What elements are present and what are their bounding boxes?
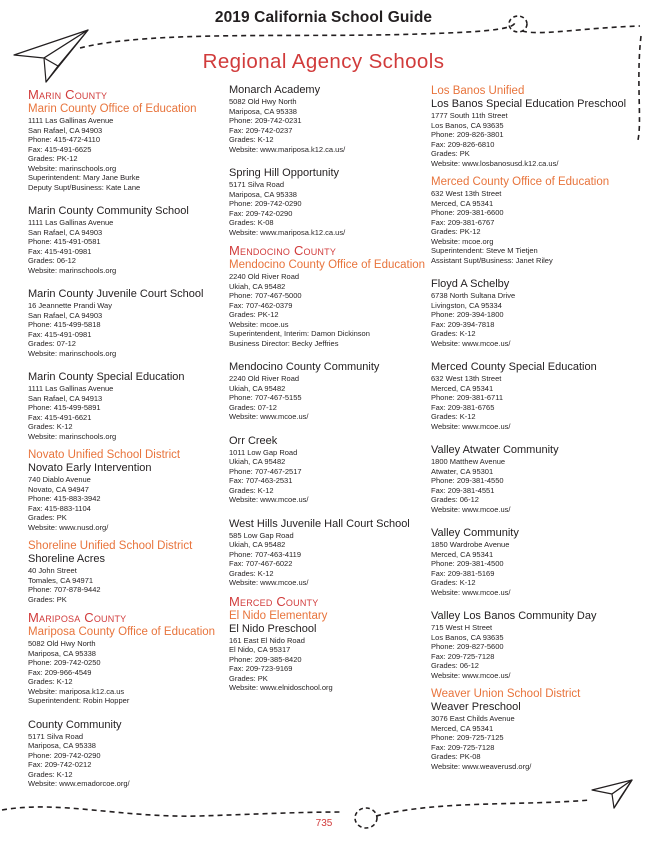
school-detail-line: Website: www.mcoe.us/ [431, 338, 511, 348]
school-name: Los Banos Special Education Preschool [431, 98, 627, 110]
school-detail-line: Fax: 209-742-0237 [229, 125, 293, 135]
school-detail-line: 1850 Wardrobe Avenue [431, 540, 510, 549]
school-detail-line: 2240 Old River Road [229, 374, 300, 383]
district-heading: Marin County Office of Education [28, 103, 197, 115]
school-detail-line: San Rafael, CA 94903 [28, 227, 103, 237]
school-detail-line: Superintendent, Interim: Damon Dickinson [229, 329, 370, 338]
district-heading: Mariposa County Office of Education [28, 626, 216, 638]
school-detail-line: San Rafael, CA 94903 [28, 310, 103, 320]
county-heading: Marin County [28, 87, 108, 102]
district-heading: Merced County Office of Education [431, 176, 610, 188]
school-detail-line: Phone: 209-826-3801 [431, 130, 504, 139]
school-detail-line: Phone: 209-381-4500 [431, 559, 504, 568]
school-detail-line: Grades: K-12 [229, 485, 274, 495]
school-detail-line: Los Banos, CA 93635 [431, 120, 504, 130]
school-detail-line: Merced, CA 95341 [431, 549, 494, 559]
school-entry [229, 623, 425, 693]
school-name: Mendocino County Community [229, 361, 380, 373]
school-detail-line: Atwater, CA 95301 [431, 466, 494, 476]
school-name: Weaver Preschool [431, 701, 521, 713]
school-name: County Community [28, 718, 122, 731]
section-title: Regional Agency Schools [202, 50, 445, 73]
school-detail-line: 5082 Old Hwy North [28, 639, 96, 648]
school-detail-line: 5082 Old Hwy North [229, 97, 297, 106]
school-detail-line: Grades: 06-12 [28, 256, 76, 265]
school-detail-line: 6738 North Sultana Drive [431, 291, 516, 300]
school-entry [229, 518, 425, 588]
school-detail-line: 1777 South 11th Street [431, 111, 508, 120]
school-detail-line: Ukiah, CA 95482 [229, 457, 286, 466]
school-detail-line: Website: www.emadorcoe.org/ [28, 779, 130, 788]
school-name: Spring Hill Opportunity [229, 167, 340, 179]
school-detail-line: Website: mcoe.us [229, 319, 289, 329]
school-detail-line: 740 Diablo Avenue [28, 475, 91, 484]
school-entry [229, 167, 425, 237]
school-detail-line: Website: www.nusd.org/ [28, 522, 109, 532]
school-name: Marin County Special Education [28, 371, 185, 383]
school-detail-line: San Rafael, CA 94903 [28, 125, 103, 135]
school-entry [431, 98, 631, 168]
school-detail-line: Grades: 07-12 [28, 339, 76, 348]
school-entry [431, 610, 631, 680]
school-entry [431, 189, 631, 265]
school-detail-line: Grades: K-12 [229, 568, 274, 578]
school-detail-line: Website: www.mcoe.us/ [431, 587, 511, 597]
school-detail-line: Phone: 209-725-7125 [431, 733, 504, 742]
school-detail-line: Phone: 209-394-1800 [431, 310, 504, 319]
column-3 [431, 84, 631, 778]
school-detail-line: 715 West H Street [431, 623, 493, 632]
school-detail-line: Phone: 707-467-2517 [229, 466, 302, 476]
school-name: Marin County Community School [28, 205, 189, 217]
district-heading: Shoreline Unified School District [28, 540, 193, 552]
school-detail-line: Fax: 209-725-7128 [431, 742, 495, 752]
school-detail-line: El Nido, CA 95317 [229, 645, 291, 654]
school-detail-line: Fax: 707-462-0379 [229, 300, 293, 310]
school-detail-line: Website: mcoe.org [431, 236, 494, 246]
school-detail-line: Mariposa, CA 95338 [229, 106, 297, 116]
school-detail-line: Website: www.mariposa.k12.ca.us/ [229, 227, 346, 237]
school-entry [431, 444, 631, 514]
school-detail-line: Fax: 209-381-6767 [431, 217, 495, 227]
school-detail-line: Ukiah, CA 95482 [229, 383, 286, 393]
school-detail-line: 16 Jeannette Prandi Way [28, 301, 112, 310]
school-detail-line: Tomales, CA 94971 [28, 575, 94, 585]
county-heading: Mendocino County [229, 243, 337, 258]
school-detail-line: Phone: 209-385-8420 [229, 654, 302, 664]
school-detail-line: Website: mariposa.k12.ca.us [28, 686, 125, 696]
school-detail-line: Merced, CA 95341 [431, 723, 494, 733]
school-detail-line: Deputy Supt/Business: Kate Lane [28, 182, 141, 192]
school-detail-line: Fax: 415-491-6621 [28, 412, 92, 422]
school-entry [431, 361, 631, 431]
school-detail-line: Fax: 415-491-0981 [28, 246, 92, 256]
school-detail-line: Website: www.mcoe.us/ [229, 412, 309, 421]
school-detail-line: 40 John Street [28, 566, 77, 575]
school-detail-line: Website: www.mcoe.us/ [229, 495, 309, 504]
school-detail-line: Phone: 707-467-5000 [229, 291, 302, 300]
school-detail-line: Business Director: Becky Jeffries [229, 338, 339, 348]
school-name: West Hills Juvenile Hall Court School [229, 517, 410, 530]
school-detail-line: Phone: 209-742-0290 [28, 750, 101, 760]
school-name: Orr Creek [229, 434, 278, 447]
school-detail-line: Livingston, CA 95334 [431, 300, 502, 310]
school-detail-line: Fax: 707-463-2531 [229, 476, 293, 485]
school-detail-line: Phone: 415-472-4110 [28, 135, 101, 144]
school-detail-line: 1111 Las Gallinas Avenue [28, 116, 114, 125]
school-detail-line: Fax: 707-467-6022 [229, 559, 293, 568]
school-detail-line: Phone: 415-499-5891 [28, 403, 101, 412]
school-entry [28, 462, 223, 532]
school-detail-line: San Rafael, CA 94913 [28, 393, 103, 403]
school-name: Shoreline Acres [28, 553, 106, 565]
school-entry [28, 639, 223, 706]
school-detail-line: Fax: 415-491-0981 [28, 329, 92, 339]
school-detail-line: Grades: 06-12 [431, 495, 479, 504]
school-detail-line: Grades: PK [431, 149, 470, 158]
school-name: Floyd A Schelby [431, 278, 510, 290]
school-detail-line: Fax: 209-742-0212 [28, 760, 92, 769]
school-detail-line: Grades: 06-12 [431, 661, 479, 670]
school-entry [28, 719, 223, 789]
county-heading: Merced County [229, 593, 319, 609]
school-detail-line: Website: www.losbanosusd.k12.ca.us/ [431, 158, 559, 168]
school-detail-line: Grades: K-12 [229, 135, 274, 144]
school-detail-line: Grades: K-12 [28, 677, 73, 686]
school-detail-line: Grades: K-12 [431, 578, 476, 587]
school-name: El Nido Preschool [229, 622, 317, 635]
school-entry [229, 272, 425, 348]
school-detail-line: Mariposa, CA 95338 [28, 648, 96, 658]
school-detail-line: Website: marinschools.org [28, 348, 117, 358]
page-number: 735 [315, 818, 333, 829]
school-detail-line: Mariposa, CA 95338 [28, 741, 96, 750]
school-entry [431, 527, 631, 597]
school-detail-line: Fax: 209-723-9169 [229, 664, 293, 673]
school-detail-line: 161 East El Nido Road [229, 635, 305, 645]
school-detail-line: Phone: 209-742-0290 [229, 199, 302, 208]
school-detail-line: 1111 Las Gallinas Avenue [28, 384, 114, 393]
school-detail-line: 1111 Las Gallinas Avenue [28, 218, 114, 227]
school-detail-line: Website: www.mariposa.k12.ca.us/ [229, 144, 346, 154]
school-detail-line: Novato, CA 94947 [28, 484, 89, 494]
school-detail-line: Website: www.elnidoschool.org [229, 683, 333, 692]
school-detail-line: Website: www.mcoe.us/ [431, 670, 511, 680]
district-heading: Los Banos Unified [431, 85, 525, 97]
school-detail-line: Fax: 209-725-7128 [431, 651, 495, 661]
school-detail-line: Phone: 415-499-5818 [28, 320, 101, 329]
school-detail-line: Grades: PK-12 [431, 227, 481, 236]
column-1 [28, 84, 223, 796]
school-detail-line: Grades: PK-12 [28, 154, 78, 163]
school-detail-line: Fax: 209-742-0290 [229, 208, 293, 218]
school-detail-line: 3076 East Childs Avenue [431, 714, 515, 723]
school-entry [229, 361, 425, 422]
school-detail-line: 5171 Silva Road [229, 180, 285, 189]
school-name: Valley Atwater Community [431, 444, 559, 456]
school-detail-line: Website: marinschools.org [28, 431, 117, 441]
school-detail-line: 585 Low Gap Road [229, 530, 294, 540]
school-detail-line: 1800 Matthew Avenue [431, 457, 506, 466]
school-detail-line: Phone: 209-381-4550 [431, 476, 504, 485]
school-detail-line: Superintendent: Robin Hopper [28, 696, 130, 705]
school-detail-line: Website: www.mcoe.us/ [431, 421, 511, 431]
school-name: Novato Early Intervention [28, 462, 152, 474]
column-2 [229, 84, 425, 700]
bottom-dashed-path [2, 807, 342, 816]
school-detail-line: Superintendent: Mary Jane Burke [28, 173, 140, 182]
school-detail-line: Phone: 707-467-5155 [229, 393, 302, 402]
school-detail-line: Fax: 209-381-5169 [431, 568, 495, 578]
school-detail-line: Phone: 707-463-4119 [229, 549, 302, 559]
school-detail-line: Fax: 415-883-1104 [28, 503, 91, 513]
school-detail-line: Website: marinschools.org [28, 163, 117, 173]
school-detail-line: Phone: 209-381-6600 [431, 208, 504, 217]
school-entry [431, 278, 631, 348]
school-detail-line: Grades: K-12 [28, 769, 73, 779]
school-detail-line: 2240 Old River Road [229, 272, 300, 281]
school-name: Monarch Academy [229, 84, 321, 96]
school-detail-line: Fax: 209-381-6765 [431, 402, 495, 412]
school-detail-line: Los Banos, CA 93635 [431, 632, 504, 642]
school-detail-line: Fax: 209-394-7818 [431, 319, 495, 329]
school-entry [28, 288, 223, 358]
school-detail-line: Phone: 209-742-0250 [28, 658, 101, 667]
school-detail-line: Phone: 209-381-6711 [431, 393, 504, 402]
school-detail-line: Phone: 415-491-0581 [28, 237, 101, 246]
school-name: Valley Los Banos Community Day [431, 610, 597, 622]
school-detail-line: Merced, CA 95341 [431, 383, 494, 393]
school-detail-line: 632 West 13th Street [431, 189, 502, 198]
school-detail-line: Phone: 209-827-5600 [431, 642, 504, 651]
district-heading: Mendocino County Office of Education [229, 259, 426, 271]
guide-title: 2019 California School Guide [214, 9, 433, 26]
school-detail-line: Phone: 209-742-0231 [229, 116, 302, 125]
school-detail-line: Website: www.mcoe.us/ [431, 504, 511, 514]
school-detail-line: Fax: 415-491-6625 [28, 144, 92, 154]
school-detail-line: Merced, CA 95341 [431, 198, 494, 208]
district-heading: Weaver Union School District [431, 688, 581, 700]
school-detail-line: 5171 Silva Road [28, 731, 84, 741]
school-entry [28, 371, 223, 441]
school-detail-line: Ukiah, CA 95482 [229, 281, 286, 291]
school-detail-line: 1011 Low Gap Road [229, 447, 298, 457]
school-entry [28, 205, 223, 275]
school-detail-line: Ukiah, CA 95482 [229, 540, 286, 549]
school-entry [229, 84, 425, 154]
school-entry [28, 553, 223, 604]
paper-airplane-icon-small [592, 780, 632, 808]
bottom-dashed-loop-icon [355, 800, 590, 828]
school-entry [28, 116, 223, 192]
school-detail-line: Phone: 415-883-3942 [28, 494, 101, 503]
county-heading: Mariposa County [28, 610, 127, 625]
school-detail-line: 632 West 13th Street [431, 374, 502, 383]
school-detail-line: Mariposa, CA 95338 [229, 189, 297, 199]
school-detail-line: Grades: PK-08 [431, 752, 481, 761]
school-detail-line: Grades: PK [28, 594, 67, 604]
school-detail-line: Grades: K-08 [229, 218, 274, 227]
school-detail-line: Grades: PK [229, 673, 268, 683]
school-detail-line: Fax: 209-381-4551 [431, 485, 495, 495]
school-detail-line: Grades: K-12 [28, 422, 73, 431]
district-heading: El Nido Elementary [229, 609, 328, 622]
school-name: Valley Community [431, 527, 519, 539]
school-detail-line: Assistant Supt/Business: Janet Riley [431, 255, 553, 265]
school-detail-line: Grades: K-12 [431, 412, 476, 421]
school-detail-line: Fax: 209-966-4549 [28, 667, 92, 677]
district-heading: Novato Unified School District [28, 449, 181, 461]
school-entry [229, 435, 425, 505]
school-detail-line: Grades: K-12 [431, 329, 476, 338]
school-detail-line: Superintendent: Steve M Tietjen [431, 246, 538, 255]
school-detail-line: Phone: 707-878-9442 [28, 585, 101, 594]
school-name: Marin County Juvenile Court School [28, 288, 204, 300]
school-entry [431, 701, 631, 771]
school-detail-line: Grades: PK-12 [229, 310, 279, 319]
school-detail-line: Website: www.mcoe.us/ [229, 578, 309, 587]
school-detail-line: Website: marinschools.org [28, 265, 117, 275]
school-name: Merced County Special Education [431, 361, 597, 373]
school-detail-line: Grades: 07-12 [229, 402, 277, 412]
school-detail-line: Fax: 209-826-6810 [431, 139, 495, 149]
school-detail-line: Website: www.weaverusd.org/ [431, 761, 532, 771]
school-detail-line: Grades: PK [28, 513, 67, 522]
